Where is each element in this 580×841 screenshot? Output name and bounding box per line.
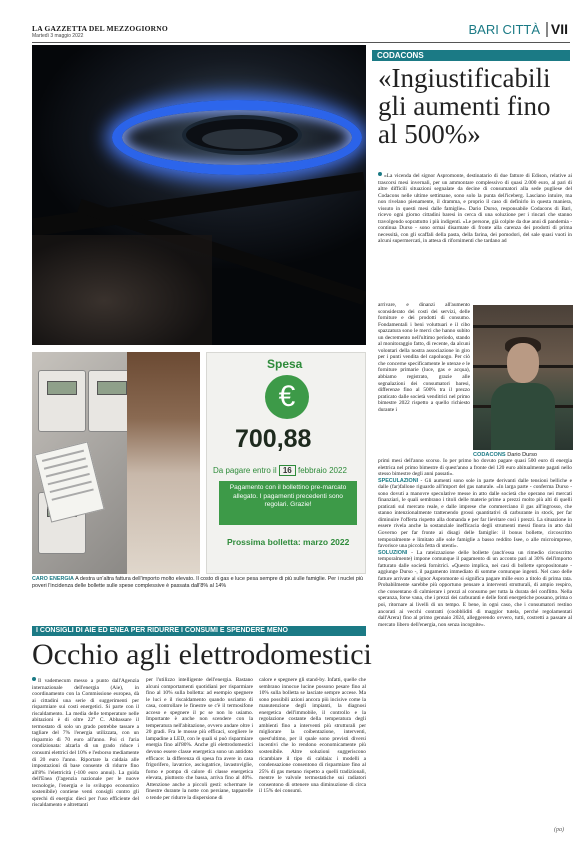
woman-figure	[127, 352, 200, 574]
bottom-paragraph: calore e spegnere gli stand-by. Infatti, quelle che sembrano innocue lucine possono pesare fino al 10% sulla bolletta se lasciate sempre accese. Ma sono possibili azioni ancora più incisive come la manutenzione degli impianti, la diagnosi energetica dell'immobile, il controllo e la regolazione costante della temperatura degli ambienti fino a interventi più strutturali per migliorare la coibentazione, interventi, quest'ultimo, per il quale sono previsti diversi incentivi che lo rendono economicamente più sostenibile. Altre soluzioni suggeriscono ricambiare il tipo di caldaia: i modelli a condensazione consentono di risparmiare fino al 25% di gas metano rispetto a quelli tradizionali, mentre le valvole termostatiche sui radiatori consentono di ottenere una diminuzione di circa il 15% dei consumi.	[259, 677, 366, 795]
bill-next-date: Prossima bolletta: marzo 2022	[227, 537, 350, 547]
due-prefix: Da pagare entro il	[213, 466, 277, 475]
story-headline: «Ingiustificabili gli aumenti fino al 500%»	[378, 63, 551, 149]
portrait-name: Dario Durso	[507, 452, 538, 458]
bottom-column	[146, 677, 253, 837]
section-divider	[546, 22, 548, 37]
page-number: VII	[550, 21, 568, 37]
meter-display	[97, 381, 127, 395]
meter-photo	[32, 352, 200, 574]
story-paragraph: arrivare, e dinanzi all'aumento sconsiderato dei costi dei servizi, delle forniture e dei prodotti di consumo. Fondamentali i beni voluttuari e il cibo spazzatura sono le merci che hanno subito un decremento nell'ultimo periodo, stando al monitoraggio fatto, di recente, da alcuni volontari della nostra associazione in giro per i punti vendita del capoluogo. Per ciò che concerne specificamente le utenze e le forniture primarie (luce, gas e acqua), abbiamo registrato, grazie alle segnalazioni dei consumatori baresi, differenze fino al 500% tra il prezzo praticato dalle società venditrici nel primo bimestre 2022 rispetto a quello richiesto durante i	[378, 302, 470, 413]
issue-date: Martedì 3 maggio 2022	[32, 33, 84, 39]
story-paragraph: - La rateizzazione delle bollette (anch'essa un rimedio circoscritto temporalmente) impone comunque il pagamento di un acconto pari al 30% dell'importo fatturato dalle società fornitrici. «Questo implica, nei casi di bollette spropositonate - aggiunge Durso -, il pagamento immediato di somme comunque ingenti. Nel caso delle fatture arrivate al signor Aspromonte si significa pagare mille euro a titolo di prima rata. Probabilmente sarebbe più opportuno pensare a interventi strutturali, di ampio respiro, che consentano di calmierare i prezzi al consumo per tutta la durata del conflitto. Nella speranza, forse vana, che i prezzi dei carburanti e delle fonti energetiche possano, prima o poi, ritornare ai livelli di un tempo. E bene, in ogni caso, che i consumatori restino ancorati ai vecchi contratti (coobbliditi di maggior tutela, perché regolamentati dall'Arera) fino al primo gennaio 2024, alleggerendo ovvero, tutti, costretti a passare al mercato libero dell'energia, non senza incognite».	[378, 549, 572, 628]
bottom-column	[259, 677, 366, 837]
photo-caption	[32, 576, 366, 589]
subhead-soluzioni: SOLUZIONI	[378, 549, 408, 556]
bullet-icon	[32, 677, 36, 681]
masthead-rule	[32, 42, 570, 43]
bill-payment-note: Pagamento con il bollettino pre-marcato allegato. I pagamenti precedenti sono regolari. Grazie!	[219, 481, 357, 525]
electric-meter	[38, 370, 86, 432]
newspaper-title: LA GAZZETTA DEL MEZZOGIORNO	[32, 24, 168, 33]
meter-display	[47, 381, 77, 395]
bottom-column	[32, 677, 139, 837]
caption-text: A destra un'altra fattura dell'importo molto elevato. Il costo di gas e luce pesa sempre di più sulle famiglie. Per i nuclei più poveri l'incidenza delle bollette sulle spese complessive è passata dall'8% al 14%	[32, 576, 364, 589]
story-body	[378, 172, 572, 302]
bottom-paragraph: Il vademecum messo a punto dall'Agenzia internazionale dell'energia (Aie), in coordinamento con la Commissione europea, dà ai cittadini una serie di suggerimenti per risparmiare sui costi energetici. Si parte con il riscaldamento. La media delle temperature nelle abitazioni è di oltre 22° C. Abbassare il termostato di solo un grado potrebbe tassare a tagliare del 7% l'energia utilizzata, con un risparmio di 70 euro all'anno. Poi ci l'aria condizionata: alzarla di un grado riduce i consumi elettrici del 10% e l'esborso mediamente di 20 euro l'anno. Riportare la caldaia alle impostazioni di base consente di ridurre fino all'8% l'elettricità (-100 euro annui). La guida dell'Enea (l'agenzia nazionale per le nuove tecnologie, l'energia e lo sviluppo economico sostenibile) contiene venti consigli contro gli sprechi di energia: dieci per l'uso efficiente del riscaldamento e altrettanti	[32, 678, 139, 809]
portrait-body	[491, 383, 555, 450]
masthead	[0, 0, 580, 44]
bookshelf	[473, 325, 573, 328]
burner-cap	[202, 129, 282, 149]
story-body	[378, 302, 470, 458]
gas-burner-photo	[32, 45, 366, 345]
bill-due-date	[213, 465, 347, 476]
story-body	[378, 458, 572, 840]
euro-icon: €	[265, 375, 309, 419]
bottom-kicker: I CONSIGLI DI AIE ED ENEA PER RIDURRE I CONSUMI E SPENDERE MENO	[36, 627, 288, 634]
due-day: 16	[279, 465, 296, 476]
bottom-headline: Occhio agli elettrodomestici	[32, 638, 372, 671]
section-name: BARI CITTÀ	[468, 22, 540, 37]
bill-photo	[206, 352, 366, 574]
story-paragraph: primi mesi dell'anno scorso. Io per primo ho dovuto pagare quasi 500 euro di energia elettrica nel primo bimestre di quest'anno a fronte del 120 euro abitualmente pagati nello stesso bimestre degli anni passati».	[378, 458, 572, 478]
bottom-paragraph: per l'utilizzo intelligente dell'energia. Bastano alcuni comportamenti quotidiani per risparmiare fino al 10% sulla bolletta: ad esempio spegnere le luci e il riscaldamento quando usciamo di casa, controllare le finestre se c'è il termosifone acceso e spegnere il pc se non lo usiamo. Importante è anche non scendere con la temperatura nell'abitazione, ovvero andare oltre i 20 gradi. Fra le mosse più efficaci, scegliere le lampadine a LED, con le quali si può risparmiare energia fino all'80%. Anche gli elettrodomestici devono essere classe energetica sono un antidoto efficace: la differenza di spesa fra avere in casa frigorifero, lavatrice, asciugatrice, lavastoviglie, forno e pompa di calore di classe energetica elevata, piuttosto che bassa, arriva fino al 40%. Attenzione anche a piccoli gesti: schermare le finestre durante la notte con persiane, tapparelle o tende per ridurre la dispersione di	[146, 677, 253, 801]
story-paragraph: - Gli aumenti sono sole in parte derivanti dalle tensioni belliche e dalle (far)fallone riguardo all'import del gas naturale. «In larga parte - conferma Durso - sono dovuti a manovre speculative messe in atto dalle società che operano nei mercati finanziari, le quali sembrano i titoli delle materie prime a prezzi molto più alti di quelli praticati sul mercato reale, e dalle imprese che commerciano il gas all'ingrosso, che stanno intenzionalmente trattenendo grossi quantitativi di carburante in stock, per far diminuire l'offerta rispetto alla domanda e per far lievitare così i prezzi. La situazione in essere rivela anche la sostanziale inefficacia degli strumenti messi finora in atto dal Governo per far fronte ai disagi delle famiglie: il bonus bollette, circoscritto temporalmente e limitato alle sole famiglie a basso reddito Isee, o alle microimprese, favorisce una piccola fetta di utenti».	[378, 477, 572, 550]
bullet-icon	[378, 172, 382, 176]
story-paragraph: «La vicenda del signor Aspromonte, destinatario di due fatture di Edison, relative ai trascorsi mesi invernali, per un ammontare complessivo di quasi 2.000 euro, al pari di altre difficili situazioni segnalate da decine di consumatori alla sede pugliese del Codacons nelle ultime settimane, sono solo la punta dell'iceberg. Lasciano intuire, ma non rivelano pienamente, il dramma, e proprio il caso di definirlo in questa maniera, vissuto in questi mesi dalle famiglie». Dario Durso, responsabile Codacons di Bari, ricevo ogni giorno cittadini baresi in cerca di una soluzione per i rincari che stanno travolgendo soprattutto i più indigenti. «Le persone, già colpite da due anni di pandemia - continua Durso - sono ormai disarmate di fronte alla carenza dei prodotti di prima necessità, con gli scaffali della pasta, della farina, dei pomodori, del sale quasi vuoti in alcuni supermercati, in attesa di rifornimenti che tardano ad	[378, 173, 572, 245]
portrait-face	[507, 343, 539, 383]
caption-label: CARO ENERGIA	[32, 576, 74, 582]
due-suffix: febbraio 2022	[297, 466, 347, 475]
subhead-speculazioni: SPECULAZIONI	[378, 477, 419, 484]
bill-spesa-label: Spesa	[267, 357, 303, 371]
portrait-photo	[473, 305, 573, 450]
author-signature: (pa)	[554, 827, 564, 833]
portrait-label: CODACONS	[473, 452, 506, 458]
story-kicker: CODACONS	[377, 51, 424, 60]
hand-shadow	[32, 235, 212, 345]
bill-amount: 700,88	[235, 425, 312, 453]
